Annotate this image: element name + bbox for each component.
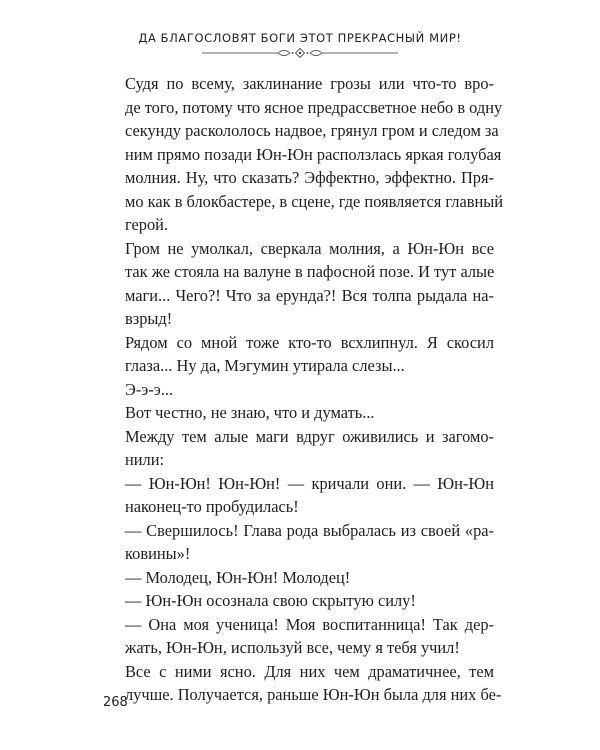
paragraph xyxy=(103,519,494,566)
text-line: де того, потому что ясное предрассветное небо в одну xyxy=(125,97,503,117)
paragraph xyxy=(103,237,494,331)
paragraph xyxy=(103,331,494,378)
paragraph xyxy=(103,72,504,237)
paragraph xyxy=(103,613,494,660)
text-line: молния. Ну, что сказать? Эффектно, эффектно. Пря- xyxy=(125,168,494,187)
text-line: взрыд! xyxy=(125,309,173,328)
text-line: Все с ними ясно. Для них чем драматичнее, тем xyxy=(125,661,494,681)
paragraph xyxy=(103,472,494,519)
text-line: Вот честно, не знаю, что и думать... xyxy=(125,403,375,422)
text-line: нили: xyxy=(125,450,165,469)
text-line: — Юн-Юн! Юн-Юн! — кричали они. — Юн-Юн xyxy=(125,473,494,493)
text-line: Между тем алые маги вдруг оживились и загомо- xyxy=(125,426,494,446)
text-line: ним прямо позади Юн-Юн расползлась яркая голубая xyxy=(125,144,502,164)
paragraph xyxy=(103,589,494,613)
paragraph xyxy=(103,660,502,707)
text-line: — Она моя ученица! Моя воспитанница! Так дер- xyxy=(125,614,494,634)
paragraph xyxy=(103,566,494,590)
text-line: герой. xyxy=(125,215,169,234)
text-line: жать, Юн-Юн, используй все, чему я тебя учил! xyxy=(125,638,460,657)
running-header: ДА БЛАГОСЛОВЯТ БОГИ ЭТОТ ПРЕКРАСНЫЙ МИР! xyxy=(138,31,462,45)
paragraph xyxy=(103,378,494,402)
text-line: глаза... Ну да, Мэгумин утирала слезы... xyxy=(125,356,405,375)
paragraph xyxy=(103,401,494,425)
body-text xyxy=(103,72,504,707)
text-line: так же стояла на валуне в пафосной позе. И тут алые xyxy=(125,262,495,281)
text-line: — Свершилось! Глава рода выбралась из своей «ра- xyxy=(125,520,494,540)
text-line: маги... Чего?! Что за ерунда?! Вся толпа рыдала на- xyxy=(125,285,494,305)
text-line: мо как в блокбастере, в сцене, где появляется главный xyxy=(125,191,504,211)
text-line: Рядом со мной тоже кто-то всхлипнул. Я скосил xyxy=(125,332,494,352)
text-line: — Юн-Юн осознала свою скрытую силу! xyxy=(125,591,416,610)
text-line: секунду раскололось надвое, грянул гром и следом за xyxy=(125,121,499,140)
text-line: ковины»! xyxy=(125,544,191,563)
header-ornament xyxy=(200,47,400,59)
text-line: — Молодец, Юн-Юн! Молодец! xyxy=(125,567,351,587)
text-line: Гром не умолкал, сверкала молния, а Юн-Юн все xyxy=(125,238,494,258)
text-line: лучше. Получается, раньше Юн-Юн была для них бе- xyxy=(125,685,502,704)
text-line: наконец-то пробудилась! xyxy=(125,497,299,516)
text-line: Э-э-э... xyxy=(125,379,174,399)
page-number: 268 xyxy=(103,695,128,710)
text-line: Судя по всему, заклинание грозы или что-то вро- xyxy=(125,74,494,93)
paragraph xyxy=(103,425,494,472)
